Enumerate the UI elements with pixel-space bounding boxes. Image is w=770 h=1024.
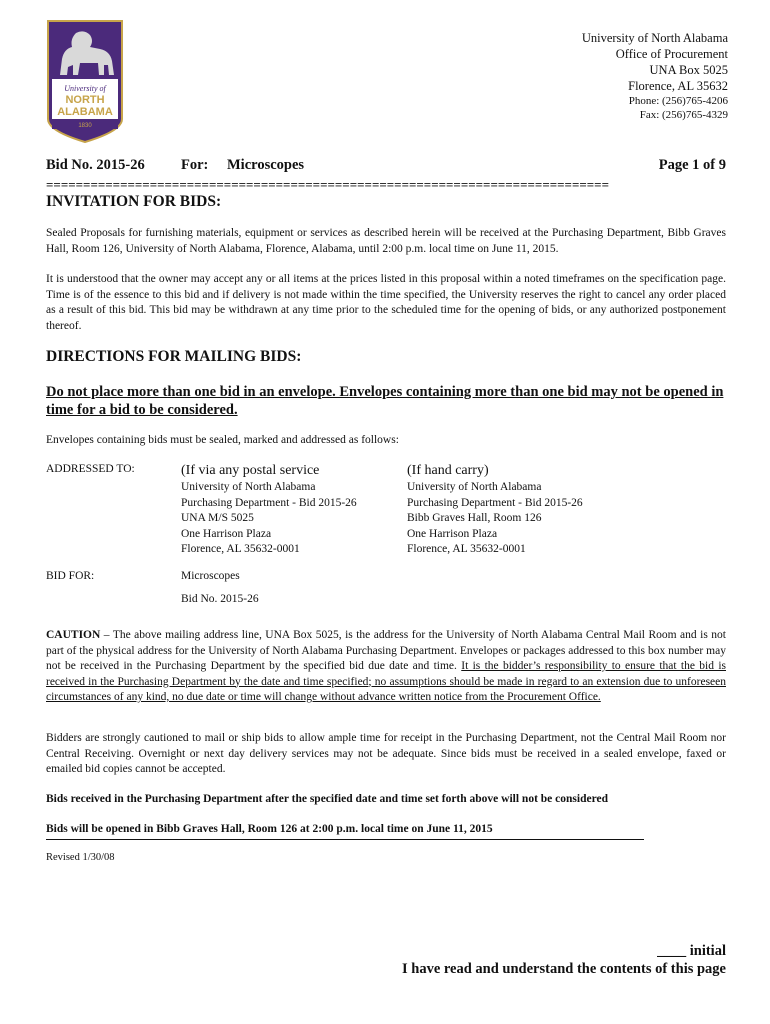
address-line: UNA M/S 5025	[181, 512, 254, 524]
postal-heading: (If via any postal service	[181, 463, 320, 478]
separator-line: ============================================================================	[46, 178, 609, 192]
caution-text: – The above mailing address line, UNA Box 5025, is the address for the University of North Alabama Central Mail Room and is not part of the physical address for the University of North Alabama Purchasing Department. Envelopes or packages addressed to this box number may not be received in the Purchasing Department by the specified bid due date and time.	[46, 629, 726, 672]
address-line: University of North Alabama	[581, 31, 728, 45]
address-line: One Harrison Plaza	[181, 527, 272, 540]
bid-opening-notice: Bids will be opened in Bibb Graves Hall, Room 126 at 2:00 p.m. local time on June 11, 2015	[46, 822, 644, 840]
bid-for-number: Bid No. 2015-26	[181, 593, 259, 605]
mailing-heading: DIRECTIONS FOR MAILING BIDS:	[46, 348, 302, 365]
addressed-to-label: ADDRESSED TO:	[46, 463, 135, 475]
bid-number: Bid No. 2015-26	[46, 157, 145, 173]
acknowledgement-text: I have read and understand the contents of this page	[401, 961, 726, 977]
late-bids-notice: Bids received in the Purchasing Department after the specified date and time set forth above will not be considered	[46, 793, 608, 805]
postal-address	[181, 462, 357, 558]
address-line: UNA Box 5025	[649, 63, 728, 77]
bid-for-label: BID FOR:	[46, 570, 95, 582]
fax-number: Fax: (256)765-4329	[639, 109, 728, 121]
envelope-instructions: Envelopes containing bids must be sealed, marked and addressed as follows:	[46, 434, 399, 446]
svg-text:University of: University of	[64, 84, 106, 93]
address-line: Bibb Graves Hall, Room 126	[407, 512, 542, 524]
caution-label: CAUTION	[46, 629, 101, 641]
initial-line[interactable]: ____ initial	[657, 943, 726, 959]
address-line: University of North Alabama	[181, 481, 316, 493]
initial-acknowledgement	[402, 942, 726, 978]
page-number: Page 1 of 9	[658, 157, 726, 173]
acceptance-paragraph: It is understood that the owner may accept any or all items at the prices listed in this proposal within a noted timeframes on the specification page. Time is of the essence to this bid and if delivery is not made within the time specified, the University reserves the right to cancel any order placed as a result of this bid. This bid may be withdrawn at any time prior to the scheduled time for the opening of bids, or any authorized postponement thereof.	[46, 273, 726, 332]
svg-text:1830: 1830	[78, 123, 92, 129]
svg-text:ALABAMA: ALABAMA	[57, 106, 113, 118]
caution-underlined-text: It is the bidder’s responsibility to ensure that the bid is received in the Purchasing Department by the date and time specified; no assumptions should be made in regard to an extension due to unforeseen circumstances of any kind, no due date or time will change without advance written notice from the Procurement Office.	[46, 660, 726, 703]
university-logo	[46, 19, 124, 144]
procurement-address	[582, 30, 728, 122]
bidders-paragraph: Bidders are strongly cautioned to mail or ship bids to allow ample time for receipt in the Purchasing Department, not the Central Mail Room nor Central Receiving. Overnight or next day delivery services may not be adequate. Since bids must be received in a sealed envelope, faxed or emailed bid copies cannot be accepted.	[46, 732, 726, 775]
address-line: One Harrison Plaza	[407, 527, 498, 540]
address-line: Florence, AL 35632-0001	[407, 543, 526, 555]
lion-shield-icon	[46, 19, 124, 144]
revised-date: Revised 1/30/08	[46, 852, 115, 863]
one-bid-warning: Do not place more than one bid in an envelope. Envelopes containing more than one bid may not be opened in time for a bid to be considered.	[46, 384, 724, 418]
address-line: University of North Alabama	[407, 481, 542, 493]
invitation-paragraph: Sealed Proposals for furnishing materials, equipment or services as described herein will be received at the Purchasing Department, Bibb Graves Hall, Room 126, University of North Alabama, Florence, Alabama, until 2:00 p.m. local time on June 11, 2015.	[46, 227, 726, 255]
svg-text:NORTH: NORTH	[65, 94, 105, 106]
caution-paragraph	[46, 628, 726, 706]
bid-for-label: For:	[181, 157, 209, 173]
address-line: Purchasing Department - Bid 2015-26	[181, 496, 357, 509]
invitation-heading: INVITATION FOR BIDS:	[46, 193, 222, 210]
address-line: Purchasing Department - Bid 2015-26	[407, 496, 583, 509]
address-line: Florence, AL 35632-0001	[181, 543, 300, 555]
bid-for-value: Microscopes	[227, 157, 305, 173]
hand-carry-address	[407, 462, 583, 558]
address-line: Florence, AL 35632	[628, 79, 728, 93]
hand-carry-heading: (If hand carry)	[407, 463, 489, 478]
address-line: Office of Procurement	[615, 47, 728, 61]
phone-number: Phone: (256)765-4206	[628, 95, 728, 107]
bid-for-value: Microscopes	[181, 570, 240, 582]
